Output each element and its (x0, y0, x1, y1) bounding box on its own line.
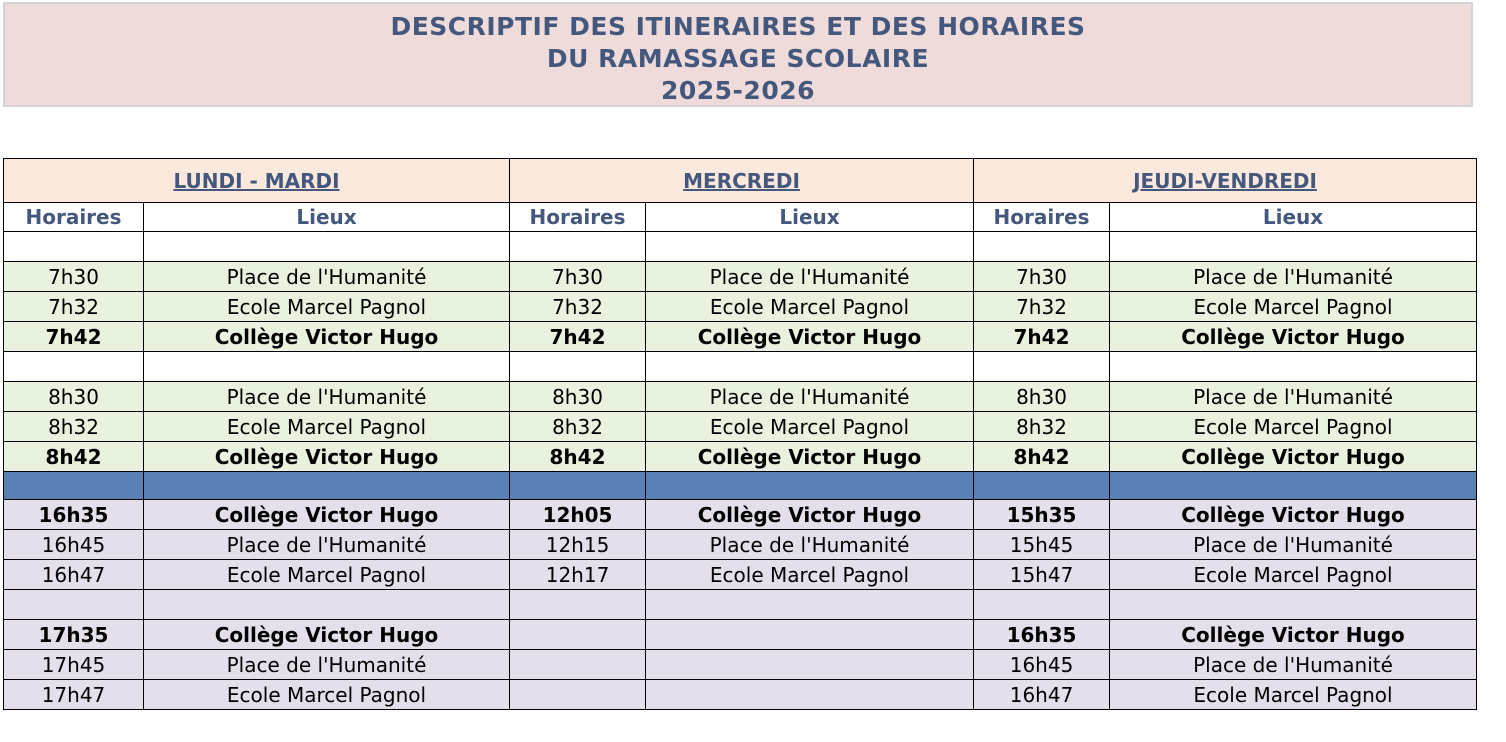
cell-horaire-jeudi-vendredi: 15h35 (974, 500, 1110, 530)
cell-lieu-lundi-mardi (144, 232, 510, 262)
table-row (4, 650, 1477, 680)
cell-lieu-mercredi (646, 352, 974, 382)
cell-lieu-mercredi (646, 472, 974, 500)
table-row (4, 322, 1477, 352)
cell-horaire-lundi-mardi (4, 352, 144, 382)
cell-lieu-lundi-mardi: Place de l'Humanité (144, 650, 510, 680)
cell-lieu-lundi-mardi: Ecole Marcel Pagnol (144, 680, 510, 710)
cell-lieu-jeudi-vendredi: Collège Victor Hugo (1110, 620, 1477, 650)
cell-lieu-mercredi: Collège Victor Hugo (646, 500, 974, 530)
cell-lieu-lundi-mardi (144, 352, 510, 382)
cell-horaire-lundi-mardi: 7h42 (4, 322, 144, 352)
cell-lieu-mercredi: Place de l'Humanité (646, 382, 974, 412)
cell-lieu-jeudi-vendredi: Ecole Marcel Pagnol (1110, 412, 1477, 442)
cell-lieu-mercredi: Place de l'Humanité (646, 262, 974, 292)
cell-lieu-mercredi: Ecole Marcel Pagnol (646, 412, 974, 442)
cell-horaire-lundi-mardi: 17h47 (4, 680, 144, 710)
day-jeudi-vendredi: JEUDI-VENDREDI (974, 159, 1477, 203)
cell-horaire-lundi-mardi (4, 590, 144, 620)
cell-horaire-lundi-mardi: 8h32 (4, 412, 144, 442)
cell-horaire-jeudi-vendredi (974, 590, 1110, 620)
cell-lieu-mercredi (646, 590, 974, 620)
table-row (4, 680, 1477, 710)
cell-horaire-mercredi (510, 620, 646, 650)
table-row (4, 620, 1477, 650)
col-header-lieux: Lieux (646, 203, 974, 232)
col-header-horaires: Horaires (4, 203, 144, 232)
title-line-2: DU RAMASSAGE SCOLAIRE (546, 44, 930, 73)
table-row (4, 530, 1477, 560)
cell-lieu-lundi-mardi (144, 590, 510, 620)
cell-lieu-jeudi-vendredi: Place de l'Humanité (1110, 262, 1477, 292)
column-header-row (4, 203, 1477, 232)
cell-horaire-jeudi-vendredi: 8h42 (974, 442, 1110, 472)
cell-lieu-mercredi (646, 680, 974, 710)
cell-horaire-jeudi-vendredi: 16h47 (974, 680, 1110, 710)
col-header-lieux: Lieux (1110, 203, 1477, 232)
cell-lieu-jeudi-vendredi: Place de l'Humanité (1110, 530, 1477, 560)
cell-lieu-jeudi-vendredi (1110, 472, 1477, 500)
cell-lieu-jeudi-vendredi (1110, 232, 1477, 262)
cell-lieu-jeudi-vendredi: Collège Victor Hugo (1110, 442, 1477, 472)
cell-lieu-mercredi: Collège Victor Hugo (646, 322, 974, 352)
document-title (3, 2, 1473, 107)
col-header-horaires: Horaires (510, 203, 646, 232)
cell-lieu-lundi-mardi: Collège Victor Hugo (144, 500, 510, 530)
cell-horaire-lundi-mardi: 17h45 (4, 650, 144, 680)
cell-lieu-jeudi-vendredi: Collège Victor Hugo (1110, 322, 1477, 352)
table-row (4, 262, 1477, 292)
cell-lieu-lundi-mardi (144, 472, 510, 500)
title-line-3: 2025-2026 (660, 76, 816, 105)
table-row (4, 442, 1477, 472)
cell-horaire-lundi-mardi: 16h47 (4, 560, 144, 590)
cell-horaire-mercredi: 12h05 (510, 500, 646, 530)
title-line-1: DESCRIPTIF DES ITINERAIRES ET DES HORAIRES (390, 12, 1086, 41)
cell-lieu-lundi-mardi: Place de l'Humanité (144, 382, 510, 412)
table-row (4, 500, 1477, 530)
table-row (4, 590, 1477, 620)
cell-horaire-mercredi (510, 590, 646, 620)
cell-lieu-lundi-mardi: Collège Victor Hugo (144, 442, 510, 472)
cell-horaire-mercredi (510, 472, 646, 500)
cell-horaire-jeudi-vendredi: 15h45 (974, 530, 1110, 560)
cell-lieu-lundi-mardi: Ecole Marcel Pagnol (144, 412, 510, 442)
cell-horaire-lundi-mardi: 7h30 (4, 262, 144, 292)
cell-lieu-lundi-mardi: Collège Victor Hugo (144, 620, 510, 650)
table-row (4, 292, 1477, 322)
cell-horaire-lundi-mardi: 16h45 (4, 530, 144, 560)
cell-horaire-lundi-mardi: 17h35 (4, 620, 144, 650)
cell-lieu-mercredi (646, 232, 974, 262)
cell-horaire-lundi-mardi: 7h32 (4, 292, 144, 322)
separator-row (4, 472, 1477, 500)
cell-horaire-mercredi (510, 352, 646, 382)
cell-lieu-jeudi-vendredi: Place de l'Humanité (1110, 382, 1477, 412)
table-row (4, 352, 1477, 382)
cell-horaire-jeudi-vendredi (974, 232, 1110, 262)
table-row (4, 412, 1477, 442)
cell-horaire-mercredi: 12h15 (510, 530, 646, 560)
cell-lieu-jeudi-vendredi: Place de l'Humanité (1110, 650, 1477, 680)
table-row (4, 232, 1477, 262)
cell-lieu-jeudi-vendredi: Ecole Marcel Pagnol (1110, 680, 1477, 710)
schedule-table (3, 158, 1477, 710)
cell-lieu-lundi-mardi: Ecole Marcel Pagnol (144, 292, 510, 322)
cell-horaire-jeudi-vendredi (974, 472, 1110, 500)
cell-horaire-mercredi: 7h42 (510, 322, 646, 352)
cell-lieu-lundi-mardi: Place de l'Humanité (144, 262, 510, 292)
day-header-row (4, 159, 1477, 203)
cell-lieu-mercredi: Ecole Marcel Pagnol (646, 560, 974, 590)
cell-lieu-mercredi (646, 620, 974, 650)
cell-lieu-jeudi-vendredi (1110, 352, 1477, 382)
cell-lieu-jeudi-vendredi: Collège Victor Hugo (1110, 500, 1477, 530)
day-mercredi: MERCREDI (510, 159, 974, 203)
cell-horaire-mercredi (510, 232, 646, 262)
cell-horaire-mercredi (510, 680, 646, 710)
cell-lieu-lundi-mardi: Place de l'Humanité (144, 530, 510, 560)
cell-lieu-lundi-mardi: Collège Victor Hugo (144, 322, 510, 352)
cell-lieu-mercredi: Place de l'Humanité (646, 530, 974, 560)
cell-horaire-mercredi: 8h32 (510, 412, 646, 442)
cell-horaire-mercredi: 12h17 (510, 560, 646, 590)
cell-lieu-mercredi (646, 650, 974, 680)
cell-horaire-jeudi-vendredi: 8h30 (974, 382, 1110, 412)
cell-horaire-jeudi-vendredi (974, 352, 1110, 382)
cell-horaire-mercredi: 7h32 (510, 292, 646, 322)
cell-horaire-lundi-mardi (4, 472, 144, 500)
cell-lieu-lundi-mardi: Ecole Marcel Pagnol (144, 560, 510, 590)
cell-horaire-jeudi-vendredi: 16h35 (974, 620, 1110, 650)
cell-horaire-jeudi-vendredi: 8h32 (974, 412, 1110, 442)
cell-horaire-jeudi-vendredi: 15h47 (974, 560, 1110, 590)
cell-horaire-lundi-mardi: 8h42 (4, 442, 144, 472)
cell-horaire-jeudi-vendredi: 7h42 (974, 322, 1110, 352)
table-row (4, 382, 1477, 412)
cell-lieu-jeudi-vendredi: Ecole Marcel Pagnol (1110, 292, 1477, 322)
cell-horaire-lundi-mardi: 16h35 (4, 500, 144, 530)
cell-lieu-jeudi-vendredi: Ecole Marcel Pagnol (1110, 560, 1477, 590)
cell-lieu-mercredi: Ecole Marcel Pagnol (646, 292, 974, 322)
cell-horaire-mercredi: 7h30 (510, 262, 646, 292)
cell-lieu-mercredi: Collège Victor Hugo (646, 442, 974, 472)
cell-horaire-mercredi (510, 650, 646, 680)
cell-horaire-mercredi: 8h30 (510, 382, 646, 412)
cell-horaire-jeudi-vendredi: 7h32 (974, 292, 1110, 322)
cell-horaire-lundi-mardi (4, 232, 144, 262)
cell-horaire-jeudi-vendredi: 16h45 (974, 650, 1110, 680)
table-row (4, 560, 1477, 590)
day-lundi-mardi: LUNDI - MARDI (4, 159, 510, 203)
cell-horaire-jeudi-vendredi: 7h30 (974, 262, 1110, 292)
col-header-lieux: Lieux (144, 203, 510, 232)
cell-horaire-mercredi: 8h42 (510, 442, 646, 472)
col-header-horaires: Horaires (974, 203, 1110, 232)
cell-horaire-lundi-mardi: 8h30 (4, 382, 144, 412)
cell-lieu-jeudi-vendredi (1110, 590, 1477, 620)
